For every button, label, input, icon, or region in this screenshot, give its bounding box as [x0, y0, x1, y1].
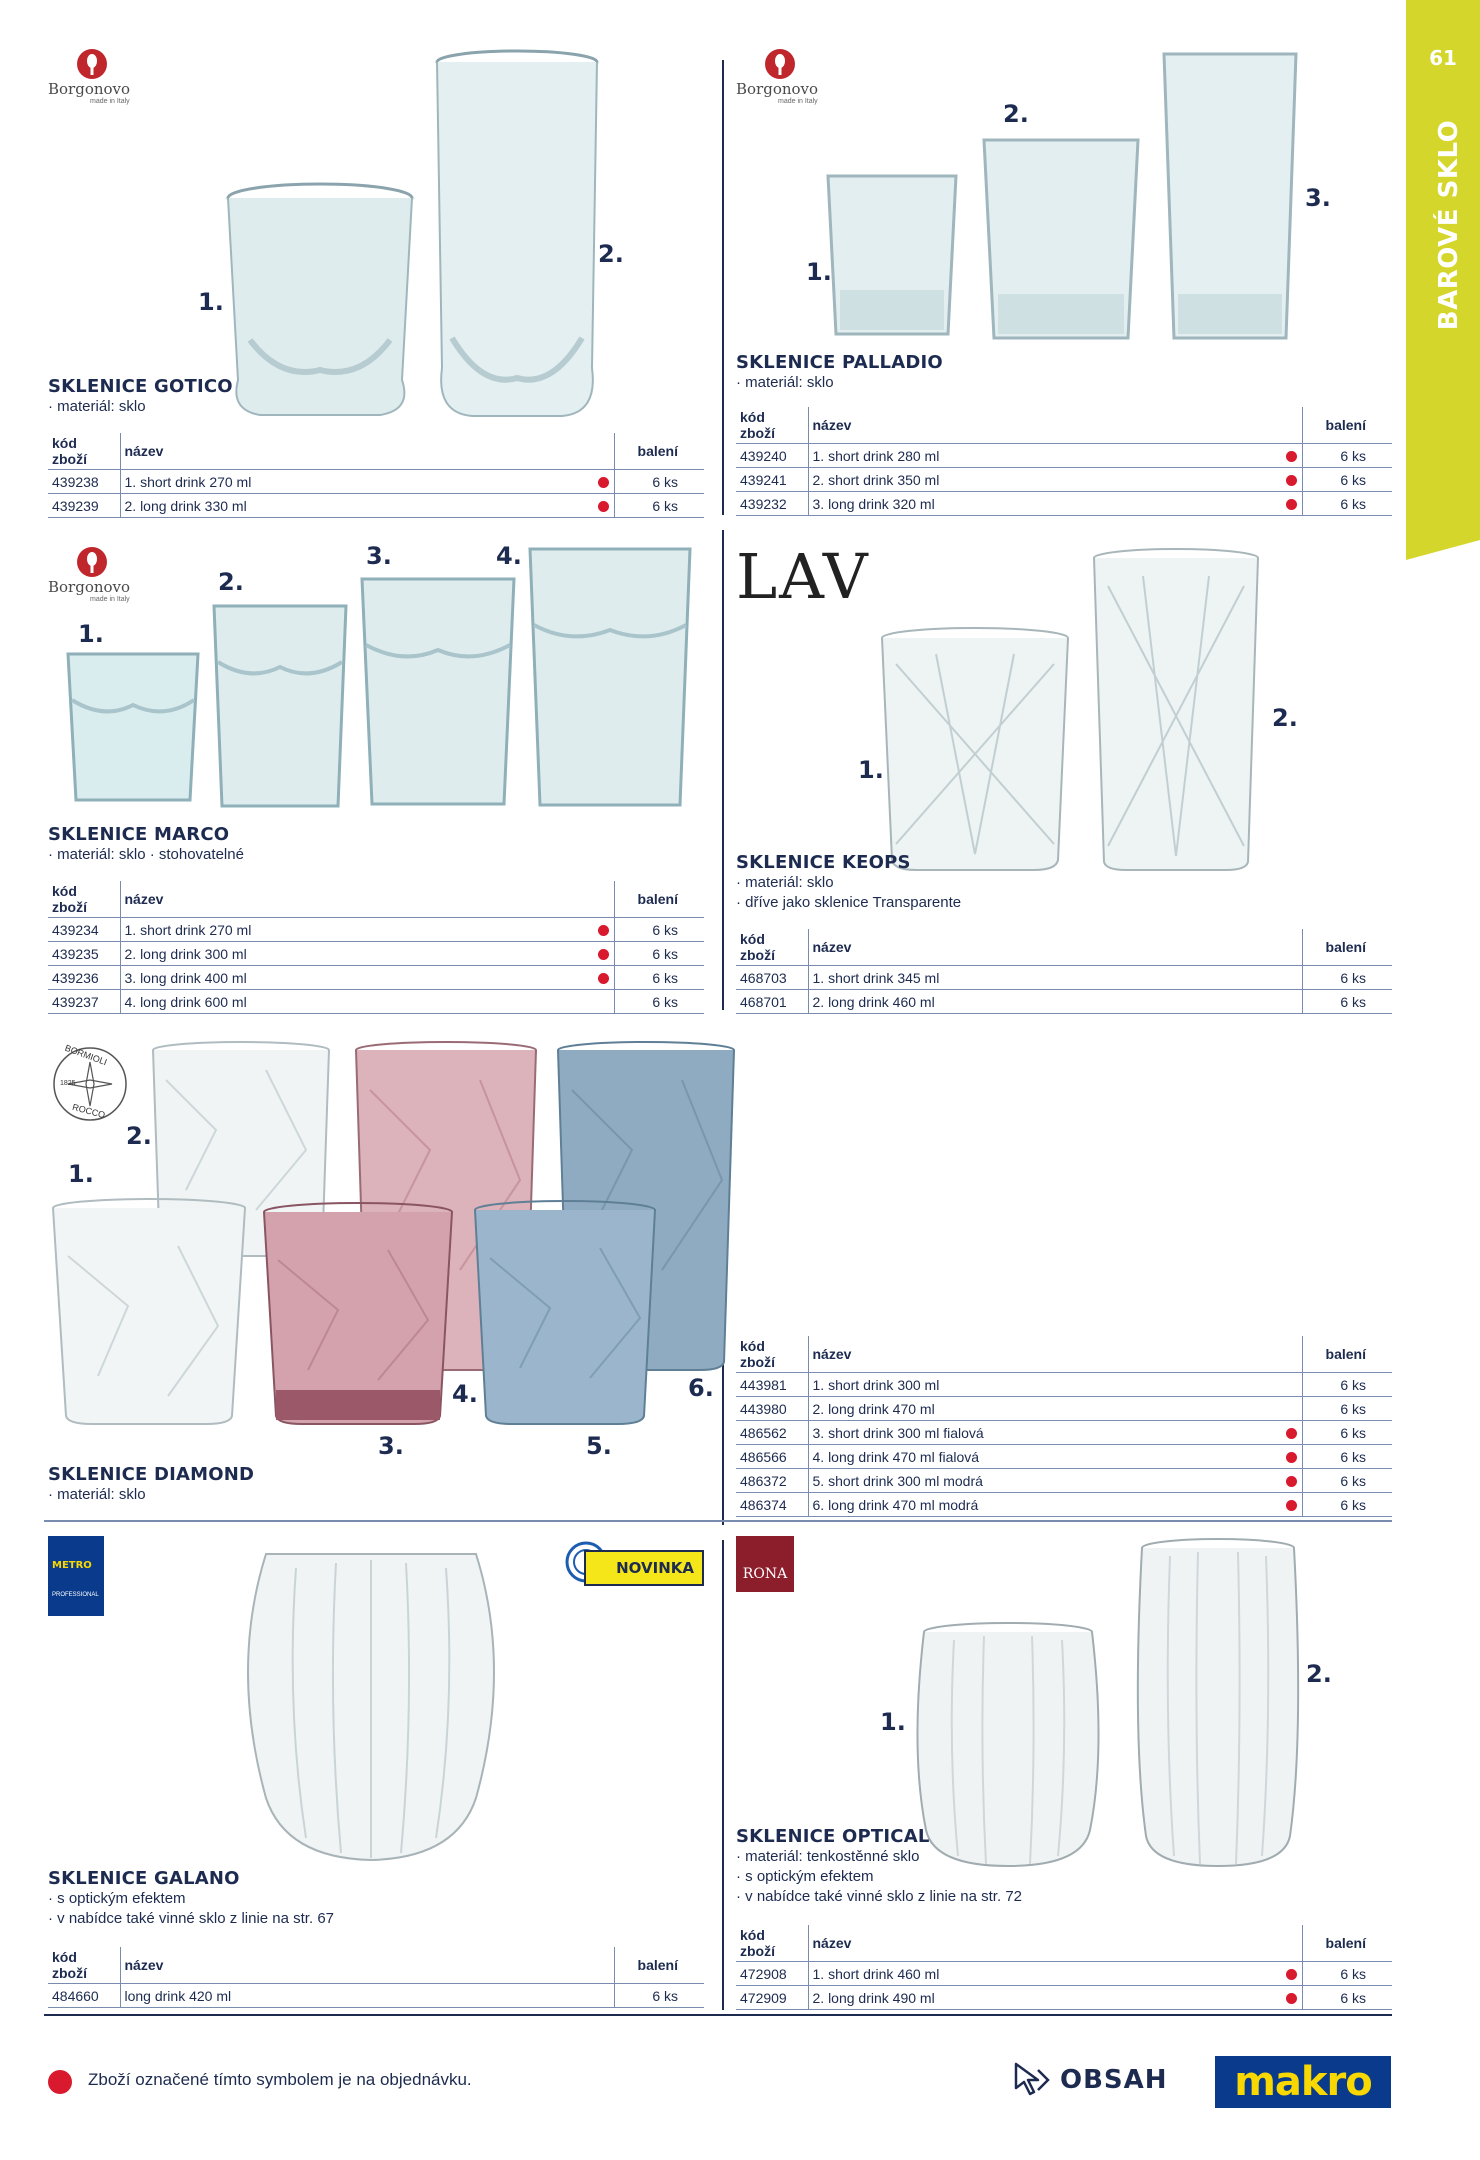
product-feature: · v nabídce také vinné sklo z linie na str. 72	[736, 1887, 1392, 1907]
order-only-indicator	[1286, 451, 1297, 462]
product-feature: · materiál: sklo · stohovatelné	[48, 845, 704, 865]
product-feature: · materiál: sklo	[48, 397, 704, 417]
item-number: 3.	[1305, 184, 1331, 212]
order-only-indicator	[1286, 499, 1297, 510]
product-table	[48, 1947, 704, 2008]
column-header: kód zboží	[736, 407, 808, 444]
product-feature: · materiál: tenkostěnné sklo	[736, 1847, 1392, 1867]
order-only-indicator	[1286, 1452, 1297, 1463]
product-gotico	[48, 376, 704, 518]
column-header: název	[808, 1925, 1282, 1962]
item-number: 3.	[366, 542, 392, 570]
product-title: SKLENICE KEOPS	[736, 852, 911, 873]
product-galano	[48, 1868, 704, 2008]
product-optical	[736, 1826, 1392, 2010]
column-header: kód zboží	[736, 929, 808, 966]
column-header: balení	[1302, 1336, 1392, 1373]
borgonovo-logo: Borgonovo made in Italy	[48, 544, 148, 609]
table-row[interactable]: 439234 1. short drink 270 ml 6 ks	[48, 918, 704, 942]
product-table	[48, 881, 704, 1014]
column-header: balení	[1302, 1925, 1392, 1962]
page-number: 61	[1429, 46, 1457, 70]
product-feature: · s optickým efektem	[48, 1889, 704, 1909]
order-only-indicator	[598, 949, 609, 960]
product-diamond-table	[736, 1336, 1392, 1517]
rona-logo: RONA	[736, 1536, 794, 1592]
column-divider	[722, 1540, 724, 2010]
item-number: 1.	[198, 288, 224, 316]
section-title: BAROVÉ SKLO	[1434, 119, 1464, 331]
table-row[interactable]: 484660 long drink 420 ml 6 ks	[48, 1984, 704, 2008]
product-marco	[48, 824, 704, 1014]
product-feature: · materiál: sklo	[48, 1485, 704, 1505]
table-row[interactable]: 439236 3. long drink 400 ml 6 ks	[48, 966, 704, 990]
table-row[interactable]: 443981 1. short drink 300 ml 6 ks	[736, 1373, 1392, 1397]
column-divider	[722, 60, 724, 515]
table-row[interactable]: 468701 2. long drink 460 ml 6 ks	[736, 990, 1392, 1014]
table-row[interactable]: 472908 1. short drink 460 ml 6 ks	[736, 1962, 1392, 1986]
column-divider	[722, 530, 724, 1010]
order-only-indicator	[598, 477, 609, 488]
palladio-long-glass-image	[1158, 48, 1302, 349]
palladio-small-glass-image	[822, 170, 962, 345]
product-title: SKLENICE PALLADIO	[736, 352, 943, 373]
table-row[interactable]: 439237 4. long drink 600 ml 6 ks	[48, 990, 704, 1014]
novinka-badge: NOVINKA	[564, 1540, 610, 1589]
makro-logo[interactable]: makro	[1215, 2056, 1391, 2108]
table-row[interactable]: 439240 1. short drink 280 ml 6 ks	[736, 444, 1392, 468]
item-number: 2.	[1306, 1660, 1332, 1688]
lav-logo: LAV	[736, 540, 870, 613]
order-only-indicator	[1286, 1993, 1297, 2004]
product-feature: · v nabídce také vinné sklo z linie na str. 67	[48, 1909, 704, 1929]
column-header: název	[808, 1336, 1282, 1373]
marco-glass-2-image	[210, 602, 350, 817]
item-number: 4.	[452, 1380, 478, 1408]
borgonovo-logo: Borgonovo made in Italy	[736, 46, 836, 111]
table-row[interactable]: 439235 2. long drink 300 ml 6 ks	[48, 942, 704, 966]
column-header: název	[120, 1947, 594, 1984]
product-title: SKLENICE DIAMOND	[48, 1464, 255, 1485]
item-number: 2.	[218, 568, 244, 596]
table-row[interactable]: 486374 6. long drink 470 ml modrá 6 ks	[736, 1493, 1392, 1517]
marco-glass-1-image	[64, 650, 202, 811]
column-header: balení	[614, 1947, 704, 1984]
product-feature: · s optickým efektem	[736, 1867, 1392, 1887]
borgonovo-logo: Borgonovo made in Italy	[48, 46, 148, 111]
item-number: 1.	[880, 1708, 906, 1736]
diamond-clear-short-glass-image	[48, 1196, 250, 1433]
footer-divider	[44, 2014, 1392, 2016]
order-only-indicator	[1286, 1969, 1297, 1980]
marco-glass-3-image	[358, 575, 518, 815]
table-row[interactable]: 443980 2. long drink 470 ml 6 ks	[736, 1397, 1392, 1421]
item-number: 5.	[586, 1432, 612, 1460]
product-keops	[736, 852, 1392, 1014]
item-number: 1.	[806, 258, 832, 286]
product-title: SKLENICE GALANO	[48, 1868, 240, 1889]
table-row[interactable]: 468703 1. short drink 345 ml 6 ks	[736, 966, 1392, 990]
order-only-indicator	[598, 925, 609, 936]
item-number: 2.	[126, 1122, 152, 1150]
table-row[interactable]: 439239 2. long drink 330 ml 6 ks	[48, 494, 704, 518]
order-only-legend-text: Zboží označené tímto symbolem je na objednávku.	[88, 2070, 472, 2089]
column-header: kód zboží	[48, 1947, 120, 1984]
table-row[interactable]: 439241 2. short drink 350 ml 6 ks	[736, 468, 1392, 492]
table-row[interactable]: 439238 1. short drink 270 ml 6 ks	[48, 470, 704, 494]
keops-short-glass-image	[876, 624, 1074, 879]
product-diamond	[48, 1464, 704, 1505]
order-only-indicator	[598, 973, 609, 984]
galano-glass-image	[236, 1548, 506, 1873]
table-row[interactable]: 472909 2. long drink 490 ml 6 ks	[736, 1986, 1392, 2010]
item-number: 2.	[1003, 100, 1029, 128]
optical-long-glass-image	[1134, 1536, 1302, 1875]
item-number: 2.	[598, 240, 624, 268]
column-header: balení	[1302, 929, 1392, 966]
column-header: název	[808, 407, 1282, 444]
column-header: kód zboží	[736, 1336, 808, 1373]
item-number: 3.	[378, 1432, 404, 1460]
contents-link[interactable]	[1012, 2060, 1168, 2100]
column-header: název	[120, 433, 594, 470]
order-only-indicator	[1286, 475, 1297, 486]
product-table	[736, 1925, 1392, 2010]
product-palladio	[736, 352, 1392, 516]
pointer-arrow-icon	[1012, 2060, 1054, 2100]
product-feature: · materiál: sklo	[736, 373, 1392, 393]
product-table	[736, 1336, 1392, 1517]
product-title: SKLENICE GOTICO	[48, 376, 233, 397]
table-row[interactable]: 486566 4. long drink 470 ml fialová 6 ks	[736, 1445, 1392, 1469]
item-number: 1.	[78, 620, 104, 648]
metro-professional-logo: METRO PROFESSIONAL	[48, 1536, 104, 1616]
bormioli-rocco-logo: BORMIOLI 1825 ROCCO	[50, 1044, 130, 1129]
diamond-blue-short-glass-image	[470, 1198, 660, 1433]
product-table	[736, 407, 1392, 516]
table-row[interactable]: 486562 3. short drink 300 ml fialová 6 ks	[736, 1421, 1392, 1445]
column-header: kód zboží	[48, 881, 120, 918]
product-feature: · dříve jako sklenice Transparente	[736, 893, 1392, 913]
item-number: 1.	[68, 1160, 94, 1188]
item-number: 2.	[1272, 704, 1298, 732]
column-header: kód zboží	[736, 1925, 808, 1962]
order-only-indicator	[1286, 1428, 1297, 1439]
product-table	[736, 929, 1392, 1014]
row-divider	[44, 1520, 1392, 1522]
column-header: název	[120, 881, 594, 918]
palladio-medium-glass-image	[978, 134, 1144, 349]
marco-glass-4-image	[526, 545, 694, 816]
item-number: 1.	[858, 756, 884, 784]
contents-link-label: OBSAH	[1060, 2065, 1168, 2095]
table-row[interactable]: 439232 3. long drink 320 ml 6 ks	[736, 492, 1392, 516]
column-header: balení	[614, 433, 704, 470]
item-number: 6.	[688, 1374, 714, 1402]
column-header: balení	[614, 881, 704, 918]
column-header: kód zboží	[48, 433, 120, 470]
column-header: balení	[1302, 407, 1392, 444]
product-feature: · materiál: sklo	[736, 873, 1392, 893]
item-number: 4.	[496, 542, 522, 570]
product-table	[48, 433, 704, 518]
order-only-indicator	[598, 501, 609, 512]
order-only-indicator	[1286, 1500, 1297, 1511]
product-title: SKLENICE MARCO	[48, 824, 230, 845]
table-row[interactable]: 486372 5. short drink 300 ml modrá 6 ks	[736, 1469, 1392, 1493]
order-only-legend-dot	[48, 2070, 72, 2094]
column-header: název	[808, 929, 1282, 966]
diamond-purple-short-glass-image	[258, 1200, 458, 1433]
product-title: SKLENICE OPTICAL	[736, 1826, 930, 1847]
keops-long-glass-image	[1088, 546, 1264, 879]
order-only-indicator	[1286, 1476, 1297, 1487]
